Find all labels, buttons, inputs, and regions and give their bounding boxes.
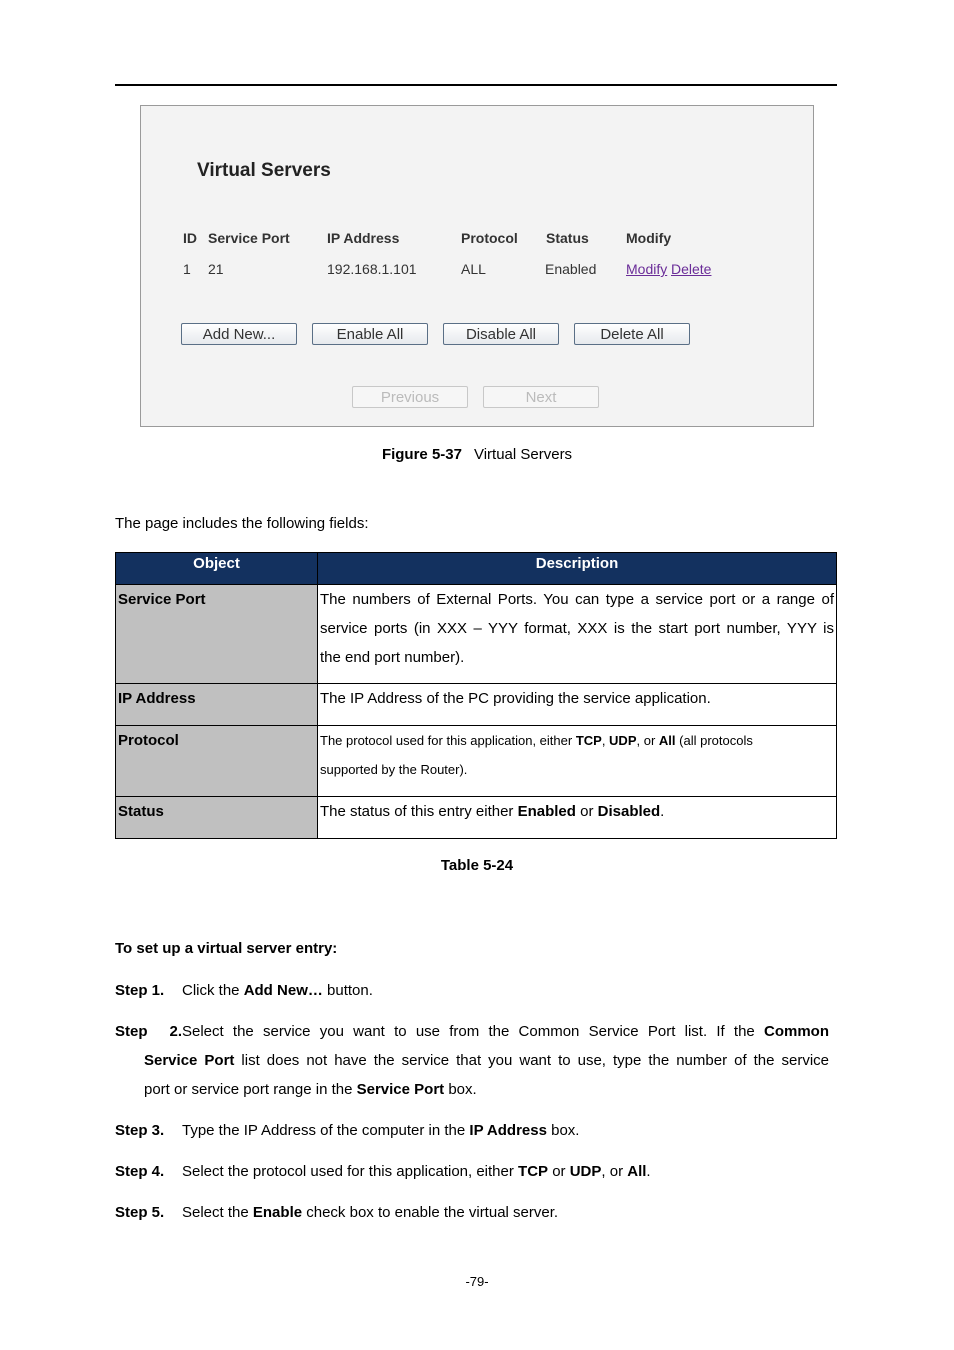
vs-title: Virtual Servers <box>197 160 331 181</box>
next-button[interactable]: Next <box>483 386 599 408</box>
desc-line: The numbers of External Ports. You can type a service port or a range of <box>320 591 834 608</box>
step-label: Step 3. <box>115 1122 165 1139</box>
table-row <box>116 684 837 726</box>
header-rule <box>115 84 837 86</box>
page-number: -79- <box>465 1274 489 1289</box>
object-service-port: Service Port <box>116 585 318 684</box>
desc-ip-address <box>318 684 837 726</box>
step-3: Step 3. Type the IP Address of the computer in the IP Address box. <box>115 1116 829 1145</box>
section-heading: To set up a virtual server entry: <box>115 940 338 957</box>
step-label: Step 1. <box>115 982 165 999</box>
col-status: Status <box>546 230 589 246</box>
desc-status <box>318 797 837 839</box>
cell-status: Enabled <box>545 261 597 277</box>
table-row <box>116 585 837 684</box>
header-description: Description <box>318 553 837 585</box>
intro-text: The page includes the following fields: <box>115 515 369 532</box>
cell-ip: 192.168.1.101 <box>327 261 417 277</box>
col-modify: Modify <box>626 230 672 246</box>
table-row <box>116 726 837 797</box>
table-caption: Table 5-24 <box>440 857 514 874</box>
previous-button[interactable]: Previous <box>352 386 468 408</box>
desc-protocol <box>318 726 837 797</box>
virtual-servers-figure <box>140 105 814 427</box>
step-1: Step 1. Click the Add New… button. <box>115 976 829 1005</box>
figure-caption-label: Figure 5-37 <box>381 446 462 463</box>
desc-line: service ports (in XXX – YYY format, XXX is the start port number, YYY is <box>320 620 834 637</box>
desc-line: supported by the Router). <box>320 762 468 777</box>
desc-line: The IP Address of the PC providing the service application. <box>320 690 711 707</box>
cell-protocol: ALL <box>461 261 486 277</box>
add-new-button[interactable]: Add New... <box>181 323 297 345</box>
delete-all-button[interactable]: Delete All <box>574 323 690 345</box>
step-label: Step 5. <box>115 1204 165 1221</box>
disable-all-button[interactable]: Disable All <box>443 323 559 345</box>
step-2: Step 2.Select the service you want to use from the Common Service Port list. If the Common Service Port list does not have the service that you want to use, type the number of the service port or service port range in the Service Port box. <box>115 1017 829 1104</box>
delete-link[interactable]: Delete <box>671 261 712 277</box>
step-label: Step 2. <box>115 1023 182 1040</box>
table-header-row <box>116 553 837 585</box>
fields-table <box>115 552 837 839</box>
figure-caption-text: Virtual Servers <box>473 446 573 463</box>
step-4: Step 4. Select the protocol used for this application, either TCP or UDP, or All. <box>115 1157 829 1186</box>
enable-all-button[interactable]: Enable All <box>312 323 428 345</box>
col-protocol: Protocol <box>461 230 518 246</box>
desc-line: The protocol used for this application, either TCP, UDP, or All (all protocols <box>320 733 753 748</box>
cell-service-port: 21 <box>208 261 224 277</box>
col-id: ID <box>183 230 197 246</box>
modify-link[interactable]: Modify <box>626 261 668 277</box>
desc-line: the end port number). <box>320 649 465 666</box>
header-object: Object <box>116 553 318 585</box>
figure-caption <box>0 446 954 463</box>
desc-service-port <box>318 585 837 684</box>
table-row <box>116 797 837 839</box>
object-protocol: Protocol <box>116 726 318 797</box>
object-status: Status <box>116 797 318 839</box>
step-5: Step 5. Select the Enable check box to enable the virtual server. <box>115 1198 829 1227</box>
object-ip-address: IP Address <box>116 684 318 726</box>
col-ip-address: IP Address <box>327 230 400 246</box>
cell-id: 1 <box>183 261 191 277</box>
col-service-port: Service Port <box>208 230 290 246</box>
desc-line: The status of this entry either Enabled or Disabled. <box>320 803 665 820</box>
step-label: Step 4. <box>115 1163 165 1180</box>
